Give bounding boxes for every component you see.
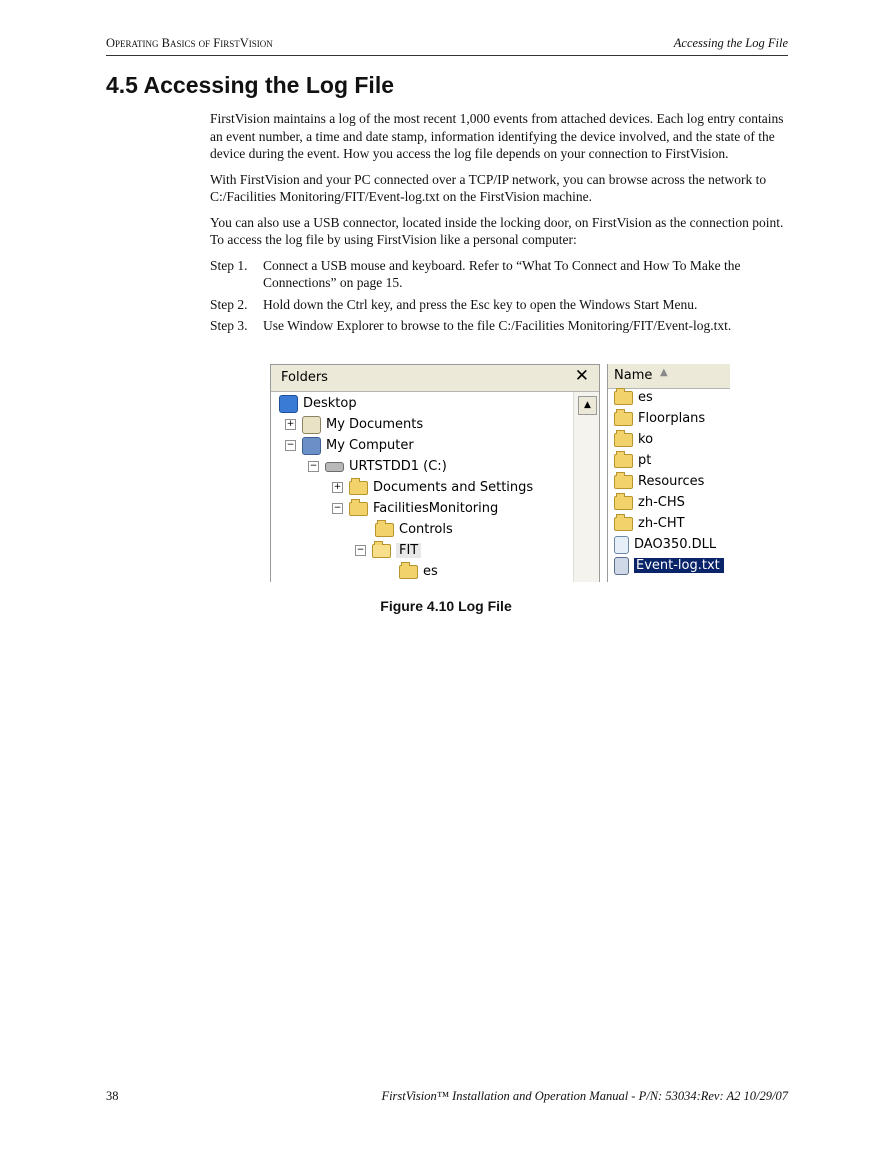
paragraph-1: FirstVision maintains a log of the most recent 1,000 events from attached devices. Each log entry contains an event number, a time and date stamp, information identifying the device involved, and the state of the device during the event. How you access the log file depends on your connection to FirstVision. [210,111,784,161]
tree-node-label: Documents and Settings [373,480,534,495]
step-1 [210,257,786,292]
folder-icon [349,502,368,516]
tree-node-es[interactable] [399,562,438,582]
file-item[interactable] [614,514,685,534]
drive-icon [325,462,344,472]
tree-node-label: es [423,564,438,579]
body-text [210,110,786,339]
tree-node-my-computer[interactable] [285,436,414,456]
name-column-header[interactable] [608,364,730,389]
desktop-icon [279,395,298,413]
tree-node-controls[interactable] [375,520,453,540]
folder-icon [399,565,418,579]
figure-caption: Figure 4.10 Log File [380,598,512,614]
folder-icon [349,481,368,495]
file-item[interactable] [614,472,704,492]
page-number: 38 [106,1089,119,1103]
header-right: Accessing the Log File [673,36,788,50]
folder-icon [614,517,633,531]
tree-node-my-documents[interactable] [285,415,423,435]
tree-node-label: FacilitiesMonitoring [373,501,499,516]
collapse-icon[interactable]: − [309,461,318,471]
documents-icon [302,416,321,434]
file-item[interactable] [614,451,651,471]
file-item-label: Event-log.txt [634,558,724,573]
footer-manual-title: FirstVision™ Installation and Operation Manual - P/N: 53034:Rev: A2 10/29/07 [381,1089,788,1103]
tree-node-drive-c[interactable] [308,457,447,477]
folder-icon [614,496,633,510]
name-header-label: Name [614,368,653,383]
folder-icon [375,523,394,537]
paragraph-2: With FirstVision and your PC connected over a TCP/IP network, you can browse across the network to C:/Facilities Monitoring/FIT/Event-log.txt on the FirstVision machine. [210,171,767,204]
text-file-icon [614,557,629,575]
step-3 [210,317,786,335]
folders-title: Folders [281,370,328,385]
folder-icon [614,433,633,447]
folder-tree [271,392,573,582]
tree-node-documents-and-settings[interactable] [332,478,533,498]
scroll-up-icon[interactable]: ▲ [578,396,597,415]
expand-icon[interactable]: + [333,482,342,492]
folder-icon [614,412,633,426]
page-header [106,36,788,54]
paragraph-3: You can also use a USB connector, located inside the locking door, on FirstVision as the connection point. To access the log file by using FirstVision like a personal computer: [210,214,784,247]
folders-pane-header [271,365,599,392]
tree-node-label: URTSTDD1 (C:) [349,459,447,474]
collapse-icon[interactable]: − [333,503,342,513]
tree-node-facilities-monitoring[interactable] [332,499,498,519]
tree-node-label: Desktop [303,396,357,411]
file-item-selected[interactable] [614,556,724,576]
file-item-label: zh-CHT [638,516,685,531]
file-item-label: es [638,390,653,405]
collapse-icon[interactable]: − [356,545,365,555]
file-list-pane [607,364,730,582]
step-text: Hold down the Ctrl key, and press the Esc key to open the Windows Start Menu. [263,296,698,312]
folder-open-icon [372,544,391,558]
file-item-label: Floorplans [638,411,706,426]
tree-node-label: My Computer [326,438,414,453]
step-2 [210,296,786,314]
tree-node-desktop[interactable] [279,394,357,414]
close-icon[interactable]: ✕ [574,366,589,386]
sort-ascending-icon: ▲ [660,367,668,378]
section-title: 4.5 Accessing the Log File [106,72,395,98]
tree-node-label: FIT [396,543,421,558]
tree-node-label: Controls [399,522,453,537]
file-item-label: DAO350.DLL [634,537,717,552]
computer-icon [302,437,321,455]
explorer-screenshot [270,364,730,582]
folder-icon [614,391,633,405]
step-text: Use Window Explorer to browse to the file C:/Facilities Monitoring/FIT/Event-log.txt. [263,318,732,333]
file-item[interactable] [614,409,705,429]
folders-pane [270,364,600,582]
folder-icon [614,475,633,489]
dll-file-icon [614,536,629,554]
tree-node-fit[interactable] [355,541,421,561]
file-item[interactable] [614,493,685,513]
file-item-label: pt [638,453,652,468]
collapse-icon[interactable]: − [286,440,295,450]
file-item-label: Resources [638,474,705,489]
step-number: Step 3. [210,318,248,333]
file-item[interactable] [614,535,716,555]
header-rule [106,55,788,56]
step-number: Step 1. [210,257,248,273]
step-text: Connect a USB mouse and keyboard. Refer to “What To Connect and How To Make the Connections” on page 15. [263,257,741,290]
tree-node-label: My Documents [326,417,424,432]
file-item-label: ko [638,432,654,447]
folder-icon [614,454,633,468]
header-left: Operating Basics of FirstVision [106,36,273,50]
expand-icon[interactable]: + [286,419,295,429]
file-item[interactable] [614,388,653,408]
file-item-label: zh-CHS [638,495,685,510]
vertical-scrollbar[interactable] [573,392,599,582]
step-number: Step 2. [210,296,248,312]
file-item[interactable] [614,430,653,450]
